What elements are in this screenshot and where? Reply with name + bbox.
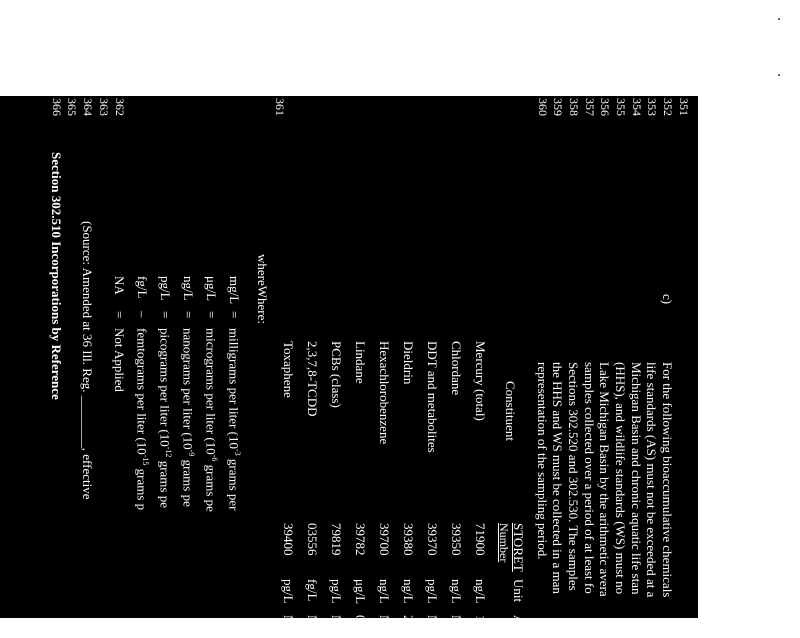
cell-constituent: 2,3,7,8-TCDD	[305, 341, 320, 417]
cell-as: NA	[281, 615, 296, 634]
cell-unit: ng/L	[377, 579, 392, 604]
header-unit: Unit	[511, 579, 526, 603]
paragraph-line: (HHS), and wildlife standards (WS) must no	[613, 362, 628, 595]
document-page	[0, 96, 698, 638]
cell-storet: 03556	[305, 523, 320, 556]
line-number: 353	[645, 98, 659, 116]
cell-constituent: Toxaphene	[281, 341, 296, 398]
line-number: 357	[583, 98, 597, 116]
definition-abbr: fg/L	[135, 276, 150, 299]
header-storet: STORET	[511, 523, 526, 572]
cell-storet: 39380	[401, 523, 416, 556]
header-constituent: Constituent	[503, 381, 518, 441]
definition-text: Not Applied	[112, 328, 127, 392]
cell-as: NA	[305, 615, 320, 634]
cell-constituent: DDT and metabolites	[425, 341, 440, 453]
source-note: (Source: Amended at 36 Ill. Reg. ________, effective	[80, 221, 95, 500]
line-number: 351	[677, 98, 691, 116]
scan-speck	[778, 74, 780, 76]
rotated-document-content	[0, 96, 698, 638]
definition-sep: –	[135, 311, 150, 318]
definition-text: nanograms per liter ($10^{-9}$ grams pe	[180, 328, 196, 507]
cell-constituent: Lindane	[353, 341, 368, 384]
where-label: whereWhere:	[255, 254, 270, 325]
paragraph-line: representation of the sampling period.	[535, 362, 550, 560]
cell-storet: 39782	[353, 523, 368, 556]
cell-as: 1,70	[473, 615, 488, 638]
cell-unit: pg/L	[281, 579, 296, 604]
cell-as: 240	[401, 615, 416, 635]
line-number: 365	[65, 98, 79, 116]
cell-storet: 39700	[377, 523, 392, 556]
line-number: 366	[50, 98, 64, 116]
cell-as: NA	[377, 615, 392, 634]
paragraph-line: For the following bioaccumulative chemicals	[660, 362, 675, 598]
cell-storet: 79819	[329, 523, 344, 556]
definition-sep: =	[112, 311, 127, 319]
line-number: 359	[551, 98, 565, 116]
cell-unit: pg/L	[329, 579, 344, 604]
definition-sep: =	[204, 311, 219, 319]
cell-as: NA	[449, 615, 464, 634]
header-storet-number: Number	[497, 523, 511, 563]
paragraph-line: Sections 302.520 and 302.530. The samples	[566, 362, 581, 591]
definition-abbr: mg/L	[227, 276, 242, 305]
section-heading: Section 302.510 Incorporations by Reference	[49, 152, 64, 400]
cell-constituent: Dieldrin	[401, 341, 416, 385]
definition-abbr: pg/L	[158, 276, 173, 301]
line-number: 360	[536, 98, 550, 116]
cell-as: NA	[425, 615, 440, 634]
line-number: 354	[630, 98, 644, 116]
definition-text: femtograms per liter ($10^{-15}$ grams p	[134, 328, 150, 511]
header-as: AS	[511, 615, 526, 632]
line-number: 362	[113, 98, 127, 116]
definition-abbr: NA	[112, 276, 127, 295]
line-number: 356	[598, 98, 612, 116]
definition-sep: =	[181, 311, 196, 319]
definition-sep: =	[158, 311, 173, 319]
paragraph-line: Michigan Basin and chronic aquatic life stan	[629, 362, 644, 595]
cell-unit: ng/L	[473, 579, 488, 604]
cell-as: 0.9	[353, 615, 368, 632]
cell-storet: 39350	[449, 523, 464, 556]
cell-constituent: Chlordane	[449, 341, 464, 396]
definition-text: milligrams per liter ($10^{-3}$ grams per	[226, 328, 242, 511]
line-number: 361	[273, 98, 287, 116]
paragraph-line: Lake Michigan Basin by the arithmetic avera	[597, 362, 612, 597]
paragraph-line: life standards (AS) must not be exceeded at a	[644, 362, 659, 598]
cell-storet: 71900	[473, 523, 488, 556]
line-number: 355	[614, 98, 628, 116]
cell-storet: 39400	[281, 523, 296, 556]
definition-abbr: μg/L	[204, 276, 219, 302]
paragraph-line: the HHS and WS must be collected in a man	[550, 362, 565, 594]
cell-constituent: Hexachlorobenzene	[377, 341, 392, 445]
line-number: 363	[97, 98, 111, 116]
line-number: 352	[661, 98, 675, 116]
cell-as: NA	[329, 615, 344, 634]
definition-text: micrograms per liter ($10^{-6}$ grams pe	[203, 328, 219, 512]
definition-text: picograms per liter ($10^{-12}$ grams pe	[157, 328, 173, 508]
paragraph-marker: c)	[660, 294, 675, 305]
definition-sep: =	[227, 311, 242, 319]
cell-unit: ng/L	[449, 579, 464, 604]
cell-unit: ng/L	[401, 579, 416, 604]
cell-constituent: Mercury (total)	[473, 341, 488, 421]
scan-speck	[778, 18, 780, 20]
cell-unit: pg/L	[425, 579, 440, 604]
cell-constituent: PCBs (class)	[329, 341, 344, 408]
cell-storet: 39370	[425, 523, 440, 556]
definition-abbr: ng/L	[181, 276, 196, 301]
line-number: 358	[567, 98, 581, 116]
cell-unit: μg/L	[353, 579, 368, 605]
paragraph-line: samples collected over a period of at least fo	[582, 362, 597, 594]
cell-unit: fg/L	[305, 579, 320, 602]
line-number: 364	[81, 98, 95, 116]
